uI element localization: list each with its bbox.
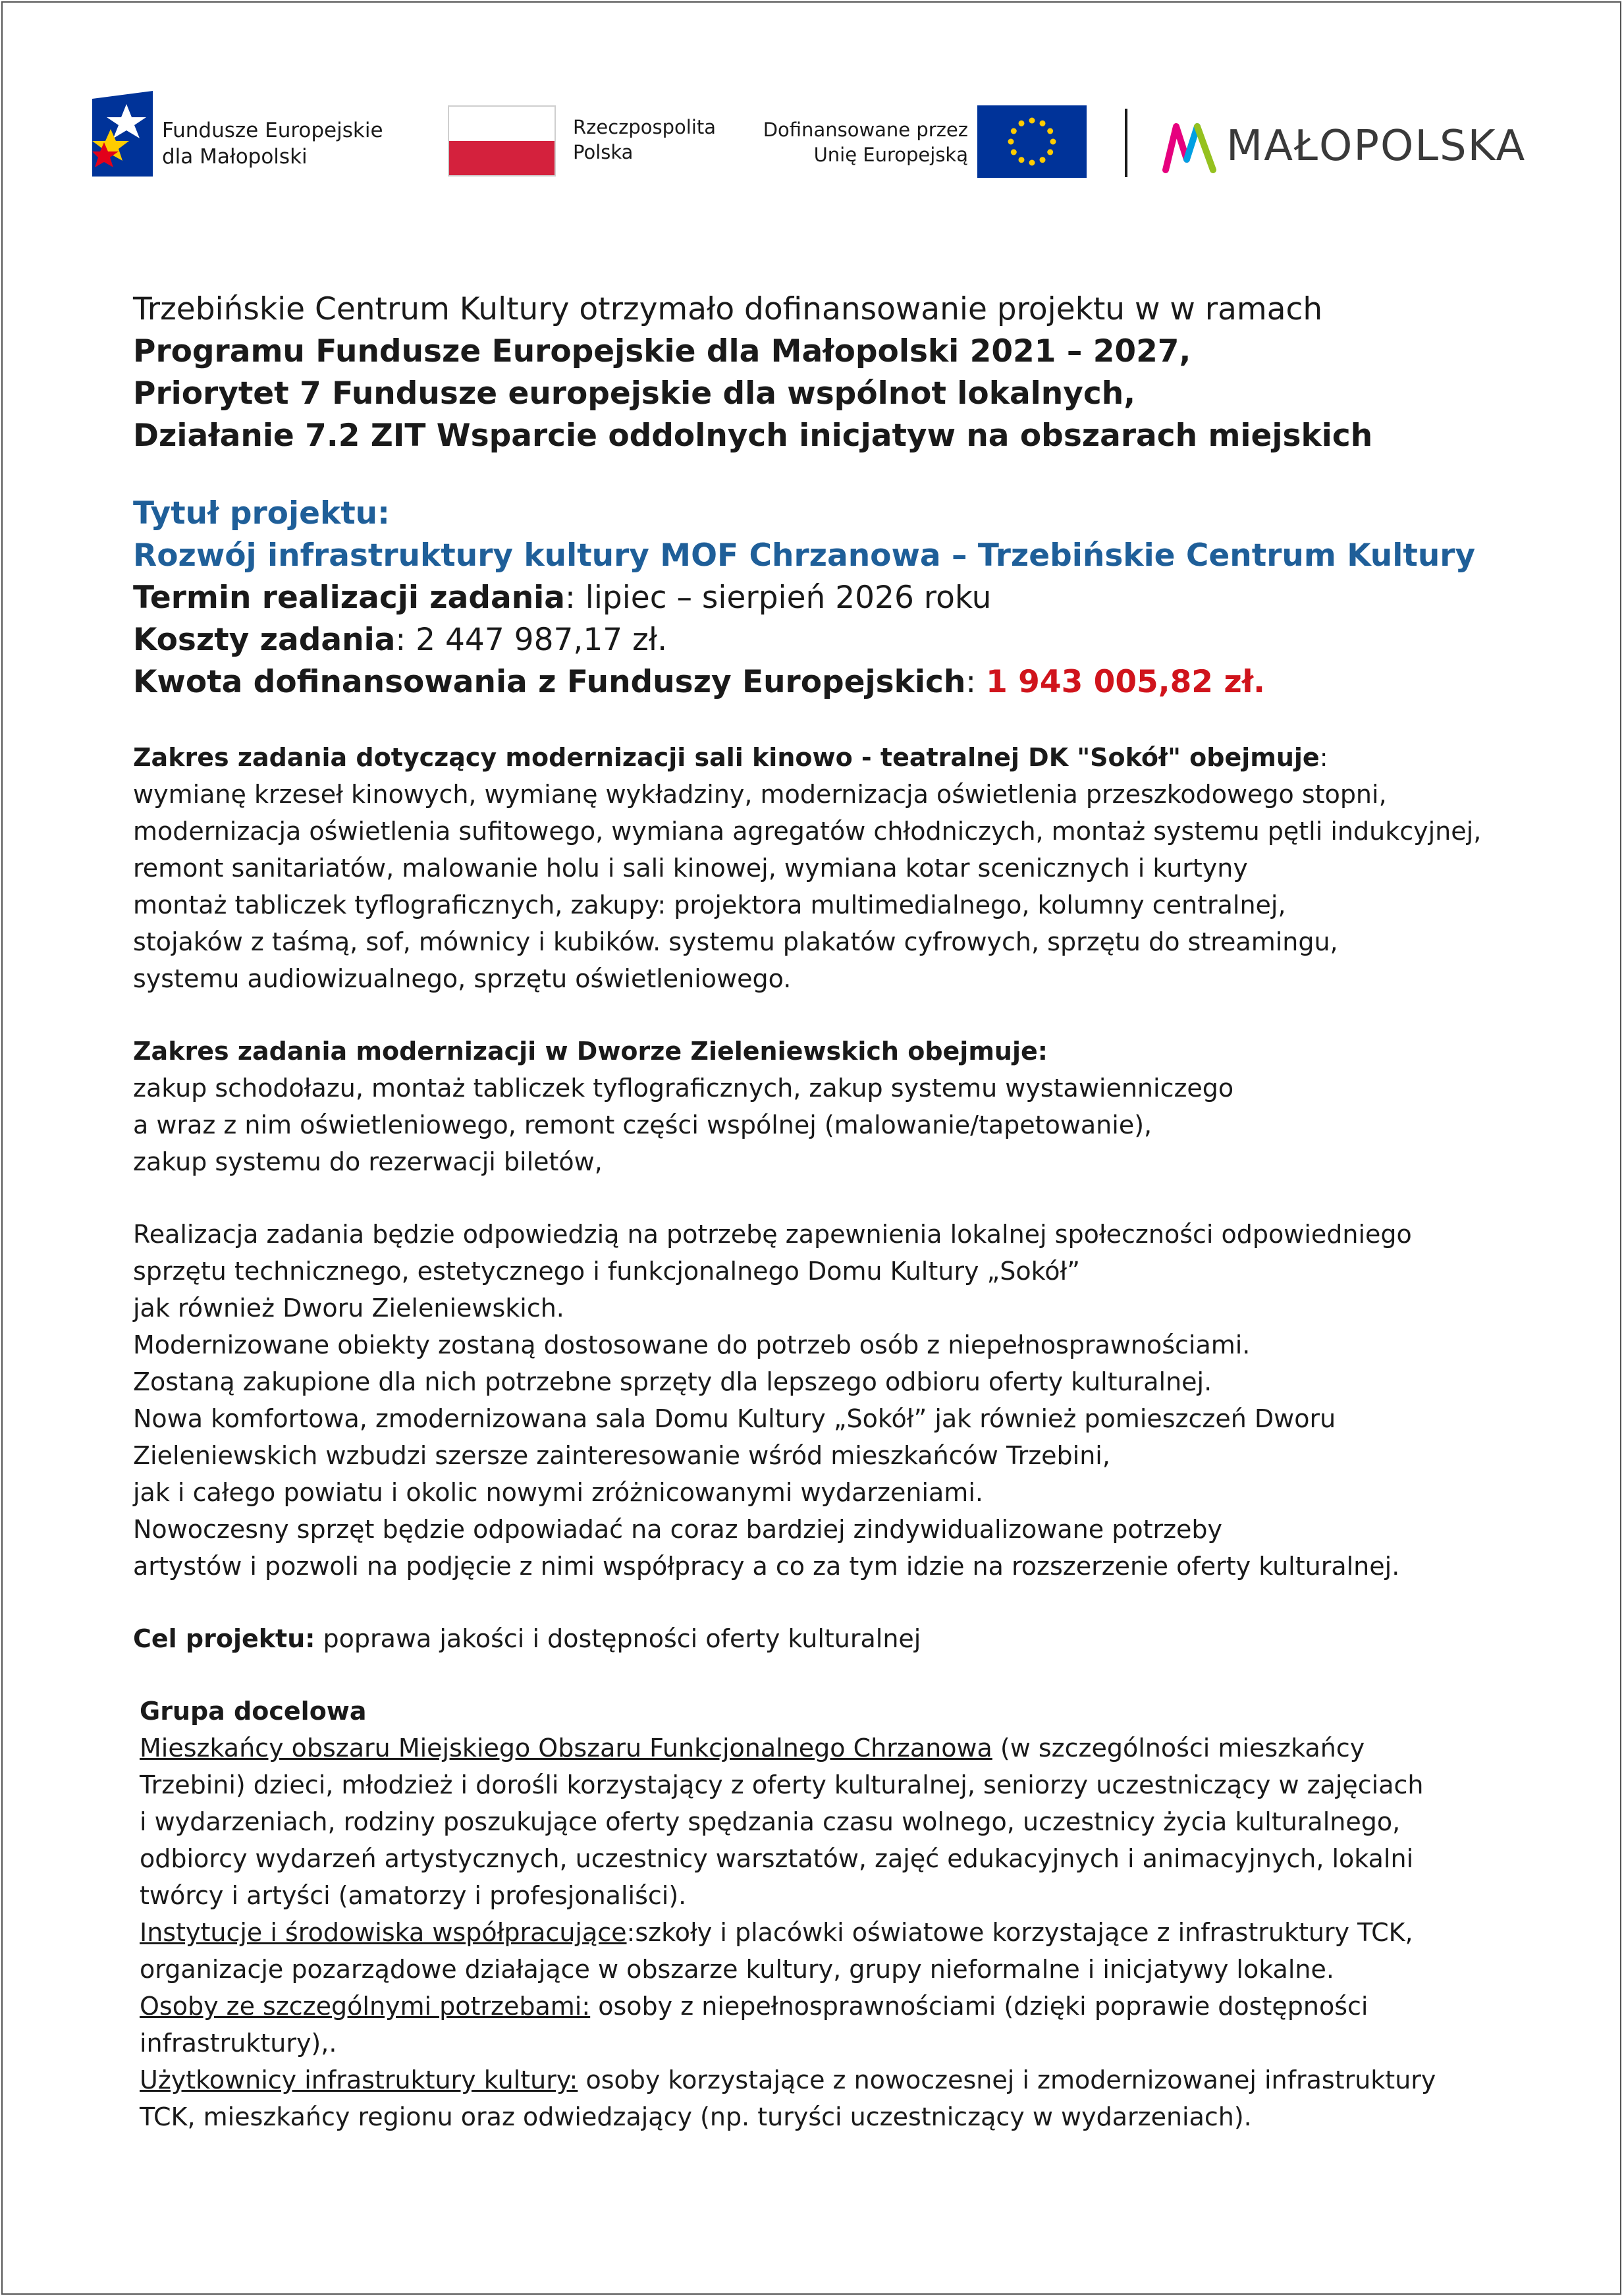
document-body [133,288,1595,2135]
goal-label: Cel projektu: [133,1624,315,1653]
funding-value: 1 943 005,82 zł. [986,664,1266,700]
scope1-line: systemu audiowizualnego, sprzętu oświetleniowego. [133,964,792,993]
rp-line2: Polska [573,141,634,163]
scope2-heading: Zakres zadania modernizacji w Dworze Zieleniewskich obejmuje: [133,1037,1048,1066]
description-line: Realizacja zadania będzie odpowiedzią na potrzebę zapewnienia lokalnej społeczności odpowiedniego [133,1220,1412,1249]
scope1-line: modernizacja oświetlenia sufitowego, wymiana agregatów chłodniczych, montaż systemu pętli indukcyjnej, [133,817,1482,846]
fe-line1: Fundusze Europejskie [162,119,383,142]
term-value: : lipiec – sierpień 2026 roku [565,580,992,616]
target-group-2: Instytucje i środowiska współpracujące:szkoły i placówki oświatowe korzystające z infrastruktury TCK, [140,1918,1413,1947]
target-line: odbiorcy wydarzeń artystycznych, uczestnicy warsztatów, zajęć edukacyjnych i animacyjnych, lokalni [140,1844,1414,1873]
target-line: i wydarzeniach, rodziny poszukujące oferty spędzania czasu wolnego, uczestnicy życia kulturalnego, [140,1807,1401,1836]
project-title: Rozwój infrastruktury kultury MOF Chrzanowa – Trzebińskie Centrum Kultury [133,537,1476,574]
malopolska-m-icon [1162,121,1217,174]
description-line: Zieleniewskich wzbudzi szersze zainteresowanie wśród mieszkańców Trzebini, [133,1441,1110,1470]
logo-rzeczpospolita-polska [448,105,724,178]
target-line: Trzebini) dzieci, młodzież i dorośli korzystający z oferty kulturalnej, seniorzy uczestniczący w zajęciach [140,1770,1424,1799]
scope1-line: wymianę krzeseł kinowych, wymianę wykładziny, modernizacja oświetlenia przeszkodowego stopni, [133,780,1387,809]
scope1-line: remont sanitariatów, malowanie holu i sali kinowej, wymiana kotar scenicznych i kurtyny [133,854,1248,883]
eu-line2: Unię Europejską [813,144,968,166]
eu-flag-icon [977,105,1087,178]
target-line: organizacje pozarządowe działające w obszarze kultury, grupy nieformalne i inicjatywy lokalne. [140,1955,1334,1984]
description-line: Nowoczesny sprzęt będzie odpowiadać na coraz bardziej zindywidualizowane potrzeby [133,1515,1223,1544]
funding-label: Kwota dofinansowania z Funduszy Europejskich [133,664,966,700]
scope1-line: montaż tabliczek tyflograficznych, zakupy: projektora multimedialnego, kolumny centralnej, [133,890,1286,919]
logo-malopolska [1162,117,1544,177]
eu-line1: Dofinansowane przez [763,119,968,141]
action-line: Działanie 7.2 ZIT Wsparcie oddolnych inicjatyw na obszarach miejskich [133,418,1373,454]
description-line: artystów i pozwoli na podjęcie z nimi współpracy a co za tym idzie na rozszerzenie oferty kulturalnej. [133,1552,1400,1581]
cost-label: Koszty zadania [133,622,396,658]
target-line: twórcy i artyści (amatorzy i profesjonaliści). [140,1881,687,1910]
goal-value: poprawa jakości i dostępności oferty kulturalnej [315,1624,921,1653]
funding-colon: : [965,664,977,700]
target-line: TCK, mieszkańcy regionu oraz odwiedzający (np. turyści uczestniczący w wydarzeniach). [140,2102,1252,2131]
description-line: Nowa komfortowa, zmodernizowana sala Domu Kultury „Sokół” jak również pomieszczeń Dworu [133,1404,1336,1433]
term-label: Termin realizacji zadania [133,580,566,616]
project-cost [133,619,1595,661]
fe-line2: dla Małopolski [162,145,308,169]
project-goal [133,1620,1595,1657]
polish-flag-icon [448,105,556,177]
scope2-line: zakup schodołazu, montaż tabliczek tyflograficznych, zakup systemu wystawienniczego [133,1074,1234,1103]
logo-divider [1125,109,1127,177]
scope1-heading: Zakres zadania dotyczący modernizacji sali kinowo - teatralnej DK "Sokół" obejmuje: [133,743,1328,772]
description-line: sprzętu technicznego, estetycznego i funkcjonalnego Domu Kultury „Sokół” [133,1257,1080,1286]
scope1-line: stojaków z taśmą, sof, mównicy i kubików. systemu plakatów cyfrowych, sprzętu do streamingu, [133,927,1338,956]
description-line: jak i całego powiatu i okolic nowymi zróżnicowanymi wydarzeniami. [133,1478,983,1507]
target-group-section [133,1693,1595,2135]
project-title-label: Tytuł projektu: [133,495,390,532]
target-group-4: Użytkownicy infrastruktury kultury: osoby korzystające z nowoczesnej i zmodernizowanej infrastruktury [140,2065,1436,2094]
description-line: jak również Dworu Zieleniewskich. [133,1294,564,1323]
fe-star-icon [92,91,153,177]
project-term [133,577,1595,619]
target-line: infrastruktury),. [140,2029,337,2058]
target-group-3: Osoby ze szczególnymi potrzebami: osoby z niepełnosprawnościami (dzięki poprawie dostępności [140,1992,1368,2021]
rp-line1: Rzeczpospolita [573,116,717,138]
intro-line: Trzebińskie Centrum Kultury otrzymało dofinansowanie projektu w w ramach [133,291,1323,327]
description-line: Zostaną zakupione dla nich potrzebne sprzęty dla lepszego odbioru oferty kulturalnej. [133,1367,1212,1396]
project-funding [133,661,1595,703]
description-line: Modernizowane obiekty zostaną dostosowane do potrzeb osób z niepełnosprawnościami. [133,1330,1251,1359]
program-line: Programu Fundusze Europejskie dla Małopolski 2021 – 2027, [133,333,1191,369]
scope2-line: zakup systemu do rezerwacji biletów, [133,1147,603,1176]
target-heading: Grupa docelowa [140,1697,367,1726]
scope2-line: a wraz z nim oświetleniowego, remont części wspólnej (malowanie/tapetowanie), [133,1110,1152,1139]
logo-unia-europejska [757,105,1087,178]
logo-fundusze-europejskie [92,91,421,177]
target-group-1: Mieszkańcy obszaru Miejskiego Obszaru Funkcjonalnego Chrzanowa (w szczególności mieszkańcy [140,1734,1365,1763]
priority-line: Priorytet 7 Fundusze europejskie dla wspólnot lokalnych, [133,375,1136,412]
malopolska-wordmark: MAŁOPOLSKA [1226,122,1527,171]
cost-value: : 2 447 987,17 zł. [395,622,668,658]
